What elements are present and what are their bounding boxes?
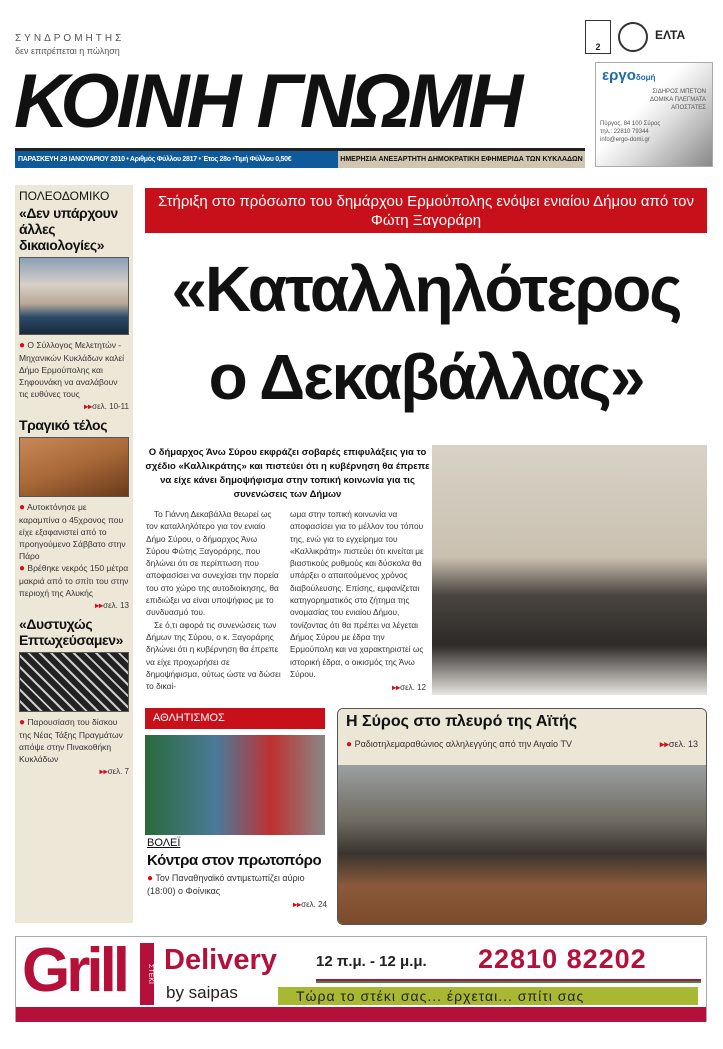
main-headline[interactable]: «Καταλληλότερος ο Δεκαβάλλας»: [171, 253, 681, 413]
sports-category: ΒΟΛΕΪ: [147, 837, 181, 849]
elta-logo: ΕΛΤΑ: [655, 28, 686, 42]
section-label: ΠΟΛΕΟΔΟΜΙΚΟ: [19, 189, 110, 203]
telethon-photo: [338, 765, 706, 925]
syros-title[interactable]: Η Σύρος στο πλευρό της Αϊτής: [346, 713, 578, 730]
not-for-sale-label: δεν επιτρέπεται η πώληση: [15, 46, 120, 56]
sports-title[interactable]: Κόντρα στον πρωτοπόρο: [147, 852, 322, 869]
arrow-icon: ▸▸: [293, 900, 302, 909]
postal-logos: [585, 18, 713, 58]
postage-badge: [585, 20, 611, 54]
subscriber-label: ΣΥΝΔΡΟΜΗΤΗΣ: [15, 33, 125, 44]
arrow-icon: ▸▸: [95, 601, 104, 610]
ergo-product: ΣΙΔΗΡΟΣ ΜΠΕΤΟΝ: [652, 89, 706, 95]
slogan: Τώρα το στέκι σας... έρχεται... σπίτι σας: [278, 987, 698, 1005]
story-text: Παρουσίαση του δίσκου της Νέας Τάξης Πραγμάτων απόψε στην Πινακοθήκη Κυκλάδων: [19, 717, 123, 764]
page-ref[interactable]: ▸▸σελ. 24: [293, 900, 327, 909]
lead-banner: Στήριξη στο πρόσωπο του δημάρχου Ερμούπολης ενόψει ενιαίου Δήμου από τον Φώτη Ξαγοράρη: [145, 188, 707, 233]
story-text: Ο Σύλλογος Μελετητών - Μηχανικών Κυκλάδων καλεί Δήμο Ερμούπολης και Σηφουνάκη να αναλάβουν τις ευθύνες τους: [19, 340, 125, 399]
ergo-product: ΔΟΜΙΚΑ ΠΛΕΓΜΑΤΑ: [650, 97, 706, 103]
postage-code: 2: [595, 42, 601, 52]
left-column: [15, 185, 133, 923]
steki-label: ΣΤΕΚΙ: [140, 943, 154, 1005]
mayor-photo: [432, 445, 707, 695]
story-title[interactable]: «Δυστυχώς Επτωχεύσαμεν»: [19, 616, 124, 648]
ergo-ad[interactable]: [595, 62, 713, 167]
syros-text: Ραδιοτηλεμαραθώνιος αλληλεγγύης από την Αιγαίο TV: [354, 739, 572, 749]
bullet-icon: ●: [19, 563, 26, 574]
grill-delivery-ad[interactable]: [15, 936, 707, 1022]
delivery-label: Delivery: [164, 944, 277, 976]
page-ref[interactable]: ▸▸σελ. 13: [95, 601, 129, 610]
ergo-phone: τηλ.: 22810 79344: [600, 129, 649, 135]
arrow-icon: ▸▸: [392, 683, 401, 693]
bullet-icon: ●: [147, 873, 154, 884]
sports-text: Τον Παναθηναϊκό αντιμετωπίζει αύριο (18:00) ο Φοίνικας: [147, 873, 305, 896]
arrow-icon: ▸▸: [99, 767, 108, 776]
ergo-email: info@ergo-domi.gr: [600, 137, 650, 143]
subheadline: Ο δήμαρχος Άνω Σύρου εκφράζει σοβαρές επιφυλάξεις για το σχέδιο «Καλλικράτης» και πιστεύει ότι η κυβέρνηση θα έπρεπε να είχε κάνει δημοψήφισμα στην τοπική κοινωνία για τις συνενώσεις των Δήμων: [145, 447, 430, 500]
page-ref[interactable]: ▸▸σελ. 12: [392, 683, 426, 693]
arrow-icon: ▸▸: [84, 402, 93, 411]
story-text: Αυτοκτόνησε με καραμπίνα ο 45χρονος που είχε εξαφανιστεί από το προηγούμενο Σάββατο στην Πάρο: [19, 502, 126, 561]
sports-section-label: ΑΘΛΗΤΙΣΜΟΣ: [145, 708, 325, 729]
ad-footer-bar: [16, 1007, 706, 1022]
seal-icon: [618, 22, 648, 52]
bullet-icon: ●: [19, 502, 26, 513]
article-column-1: Το Γιάννη Δεκαβάλλα θεωρεί ως τον καταλληλότερο για τον ενιαίο Δήμο Σύρου, ο δήμαρχος Άνω Σύρου Φώτης Ξαγοράρης, που δηλώνει ότι σε περίπτωση που αποφασίσει να συνεχίσει την πορεία του στο χώρο της αυτοδιοίκησης, θα επιδιώξει να είναι υποψήφιος με το συνδυασμό του. Σε ό,τι αφορά τις συνενώσεις των Δήμων της Σύρου, ο κ. Ξαγοράρης δηλώνει ότι η κυβέρνηση θα έπρεπε να είχε προχωρήσει σε δημοψήφισμα, ούτως ώστε να δώσει το δικαί-: [146, 509, 281, 692]
story-title[interactable]: Τραγικό τέλος: [19, 417, 108, 433]
rifle-photo: [19, 437, 129, 497]
bullet-icon: ●: [346, 739, 353, 750]
story-text: Βρέθηκε νεκρός 150 μέτρα μακριά από το σπίτι του στην περιοχή της Αλυκής: [19, 563, 129, 598]
ergo-product: ΑΠΟΣΤΑΤΕΣ: [671, 105, 706, 111]
bullet-icon: ●: [19, 717, 26, 728]
band-photo: [19, 652, 129, 712]
sports-story: [147, 837, 327, 909]
arrow-icon: ▸▸: [659, 739, 669, 749]
ergo-address: Πύργος, 84 100 Σύρος: [600, 121, 661, 127]
ergo-brand: εργοδομή: [602, 67, 656, 84]
issue-info: ΠΑΡΑΣΚΕΥΗ 29 ΙΑΝΟΥΑΡΙΟΥ 2010 • Αριθμός Φύλλου 2817 • Έτος 28ο •Τιμή Φύλλου 0,50€: [15, 151, 338, 168]
article-column-2: ωμα στην τοπική κοινωνία να αποφασίσει για το μέλλον του τόπου της, ενώ για το εγχείρημα του «Καλλικράτη» πιστεύει ότι κινείται με βιαστικούς ρυθμούς και δύσκολα θα υπάρξει ο απαιτούμενος χρόνος διαβούλευσης. Επίσης, εμφανίζεται κατηγορηματικός στο ζήτημα της ονομασίας του ενιαίου Δήμου, τονίζοντας ότι θα πρέπει να λέγεται Δήμος Σύρου με έδρα την Ερμούπολη και να χαρακτηριστεί ως ιστορική έδρα, ο οικισμός της Άνω Σύρου. ▸▸σελ. 12: [290, 508, 426, 694]
bullet-icon: ●: [19, 340, 26, 351]
syros-photo: [19, 257, 129, 335]
tagline: ΗΜΕΡΗΣΙΑ ΑΝΕΞΑΡΤΗΤΗ ΔΗΜΟΚΡΑΤΙΚΗ ΕΦΗΜΕΡΙΔΑ ΤΩΝ ΚΥΚΛΑΔΩΝ: [338, 151, 585, 168]
newspaper-title: ΚΟΙΝΗ ΓΝΩΜΗ: [14, 59, 521, 144]
ad-stripe: [316, 979, 701, 983]
syros-box: [337, 708, 707, 925]
page-ref[interactable]: ▸▸σελ. 10-11: [84, 402, 129, 411]
by-saipas: by saipas: [166, 983, 238, 1002]
hours: 12 π.μ. - 12 μ.μ.: [316, 953, 427, 970]
story-title[interactable]: «Δεν υπάρχουν άλλες δικαιολογίες»: [19, 205, 118, 253]
page-ref[interactable]: ▸▸σελ. 7: [99, 767, 129, 776]
phone-number[interactable]: 22810 82202: [478, 944, 647, 974]
page-ref[interactable]: ▸▸σελ. 13: [659, 739, 698, 749]
grill-brand: Grill: [22, 936, 127, 1005]
volleyball-photo: [145, 735, 325, 835]
